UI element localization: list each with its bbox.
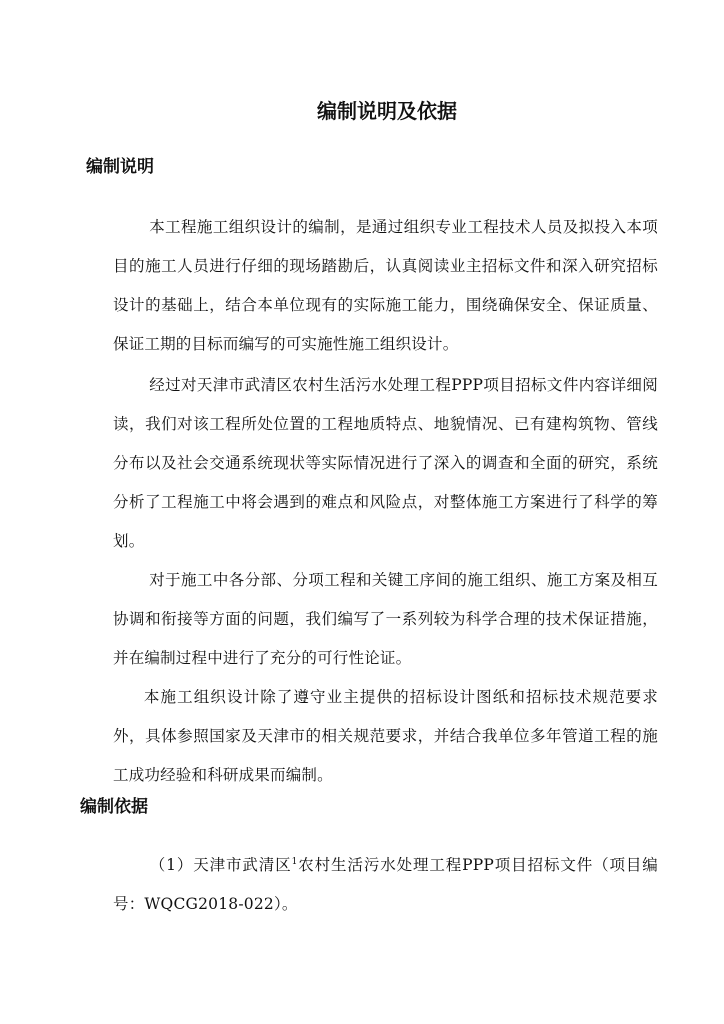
paragraph-2 xyxy=(113,366,658,561)
paragraph-4-text: 本施工组织设计除了遵守业主提供的招标设计图纸和招标技术规范要求外，具体参照国家及天津市的相关规范要求，并结合我单位多年管道工程的施工成功经验和科研成果而编制。 xyxy=(113,688,658,784)
footnote-marker[interactable]: 1 xyxy=(291,856,298,867)
paragraph-3 xyxy=(113,561,658,678)
paragraph-2-text: 经过对天津市武清区农村生活污水处理工程PPP项目招标文件内容详细阅读，我们对该工程所处位置的工程地质特点、地貌情况、已有建构筑物、管线分布以及社会交通系统现状等实际情况进行了深入的调查和全面的研究，系统分析了工程施工中将会遇到的难点和风险点，对整体施工方案进行了科学的筹划。 xyxy=(113,376,658,550)
document-title: 编制说明及依据 xyxy=(317,99,457,123)
paragraph-1-text: 本工程施工组织设计的编制，是通过组织专业工程技术人员及拟投入本项目的施工人员进行仔细的现场踏勘后，认真阅读业主招标文件和深入研究招标设计的基础上，结合本单位现有的实际施工能力，围绕确保安全、保证质量、保证工期的目标而编写的可实施性施工组织设计。 xyxy=(113,218,658,353)
basis-item-1-text-end: 农村生活污水处理工程PPP项目招标文件（项目编号：WQCG2018-022）。 xyxy=(113,856,659,913)
paragraph-3-text: 对于施工中各分部、分项工程和关键工序间的施工组织、施工方案及相互协调和衔接等方面的问题，我们编写了一系列较为科学合理的技术保证措施，并在编制过程中进行了充分的可行性论证。 xyxy=(113,571,658,667)
section-heading-compilation-basis: 编制依据 xyxy=(80,797,148,817)
basis-item-1 xyxy=(113,846,658,924)
paragraph-4 xyxy=(113,678,658,795)
paragraph-1 xyxy=(113,208,658,364)
basis-item-1-text-start: （1）天津市武清区 xyxy=(149,856,292,874)
section-heading-compilation-notes: 编制说明 xyxy=(86,157,154,177)
